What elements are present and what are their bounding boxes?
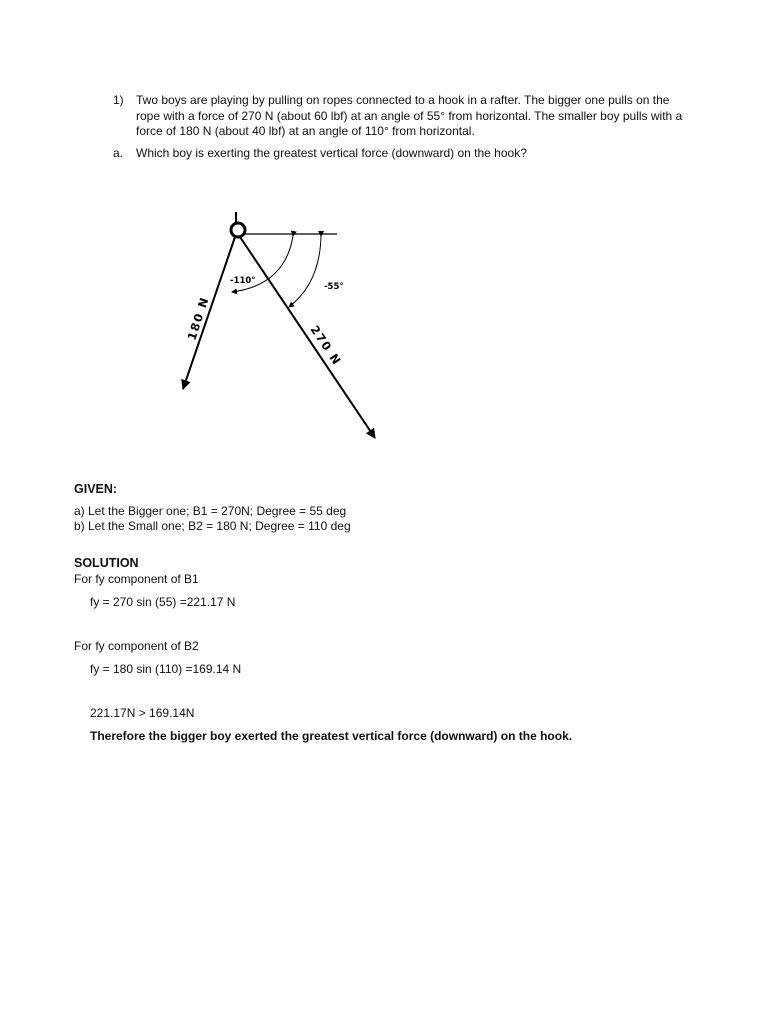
sub-question-label: a. xyxy=(113,146,124,160)
force-vector-270n xyxy=(240,237,375,438)
solution-heading: SOLUTION xyxy=(74,556,139,570)
fy2-label: For fy component of B2 xyxy=(74,639,199,653)
sub-question-text: Which boy is exerting the greatest vertical force (downward) on the hook? xyxy=(136,146,527,160)
problem-text: Two boys are playing by pulling on ropes connected to a hook in a rafter. The bigger one pulls on the rope with a force of 270 N (about 60 lbf) at an angle of 55° from horizontal. The smaller boy pulls with a force of 180 N (about 40 lbf) at an angle of 110° from horizontal. xyxy=(136,93,683,138)
conclusion-text: Therefore the bigger boy exerted the greatest vertical force (downward) on the hook. xyxy=(90,729,573,743)
force-label-270n: 270 N xyxy=(307,322,345,369)
fy2-equation: fy = 180 sin (110) =169.14 N xyxy=(90,662,242,676)
force-label-180n: 180 N xyxy=(184,294,212,342)
angle-arc-55 xyxy=(289,236,321,307)
force-vector-180n xyxy=(183,237,235,389)
fy1-label: For fy component of B1 xyxy=(74,572,199,586)
problem-number: 1) xyxy=(113,93,124,107)
given-item-b: b) Let the Small one; B2 = 180 N; Degree = 110 deg xyxy=(74,519,351,533)
given-item-a: a) Let the Bigger one; B1 = 270N; Degree = 55 deg xyxy=(74,504,347,518)
hook-icon xyxy=(231,212,245,237)
force-diagram xyxy=(160,205,400,450)
angle-label-55: -55° xyxy=(324,282,344,292)
given-heading: GIVEN: xyxy=(74,482,118,496)
angle-label-110: -110° xyxy=(230,276,256,286)
fy1-equation: fy = 270 sin (55) =221.17 N xyxy=(90,595,236,609)
comparison-text: 221.17N > 169.14N xyxy=(90,706,195,720)
